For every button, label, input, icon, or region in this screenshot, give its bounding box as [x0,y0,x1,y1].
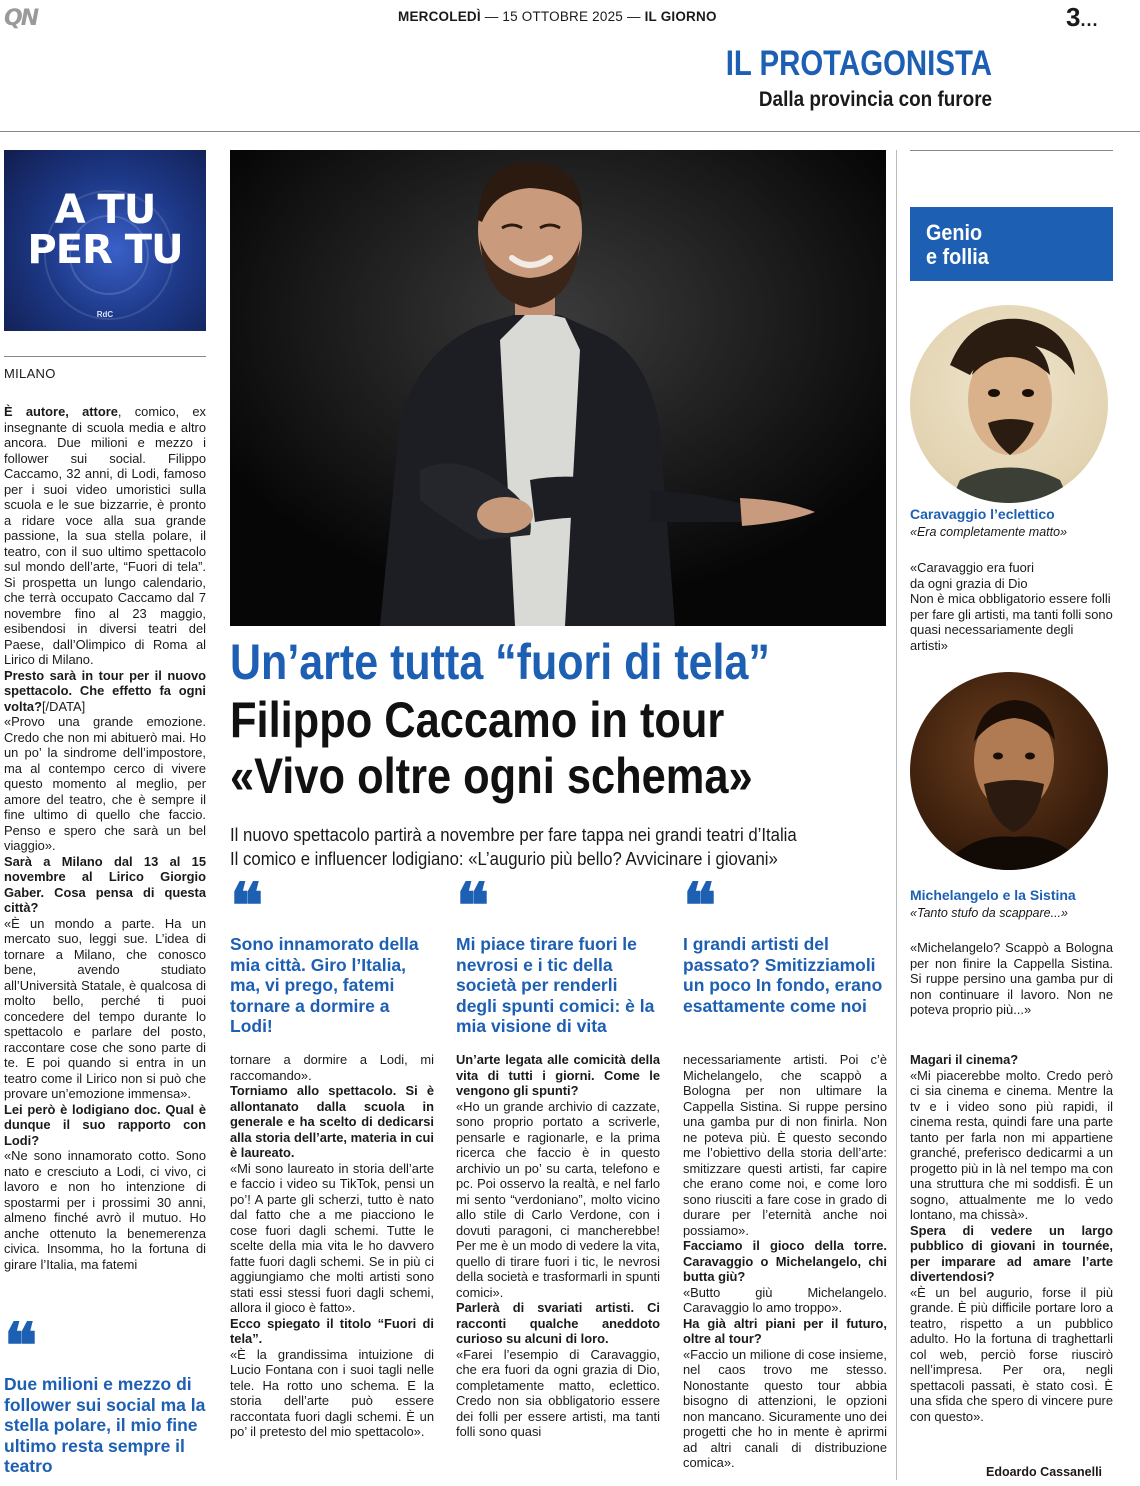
page-number-digit: 3 [1066,2,1081,32]
michelangelo-caption-subtitle: «Tanto stufo da scappare...» [910,906,1068,920]
podcast-graphic [4,150,206,331]
pull-quote-1 [230,869,434,1037]
michelangelo-caption-title: Michelangelo e la Sistina [910,887,1076,903]
answer-7-continued: necessariamente artisti. Poi c’è Michelangelo, che scappò a Bologna per non ultimare la Cappella Sistina. Si ruppe persino una gamba pur di non finirla. Non ne poteva più. È questo secondo me l’obiettivo della storia dell’arte: smitizzare questi artisti, far capire che erano come noi, e come loro sono riusciti a fare cose in grado di durare per l’eternità anche noi possiamo». [683,1052,887,1238]
caravaggio-line-2: da ogni grazia di Dio [910,575,1028,591]
date-sep-1: — [484,9,499,24]
photo-filippo-caccamo [230,150,886,626]
question-11: Spera di vedere un largo pubblico di giovani in tournée, per imparare ad amare l’arte divertendosi? [910,1222,1113,1284]
sidebar-box-title [926,221,989,269]
question-9: Ha già altri piani per il futuro, oltre al tour? [683,1315,887,1346]
sidebar-top-rule [910,150,1113,151]
quote-mark-icon: ❝ [230,869,258,942]
question-1-tag: [/DATA] [41,698,86,714]
pull-quote-3-text: I grandi artisti del passato? Smitizziamoli un poco In fondo, erano esattamente come noi [683,934,883,1016]
caravaggio-caption-title: Caravaggio l’eclettico [910,506,1055,522]
lead-rest: , comico, ex insegnante di scuola media e altro ancora. Due milioni e mezzo i follower sui social. Filippo Caccamo, 32 anni, di Lodi, famoso per i suoi video umoristici sulla scuola e le sue bizzarrie, è pronto a ridare voce alla sua grande passione, la sua stella polare, il teatro, con il suo ultimo spettacolo sul mondo dell’arte, “Fuori di tela”. Si prospetta un lungo calendario, che terrà occupato Caccamo dal 7 novembre fino al 23 maggio, esibendosi in diversi teatri del Paese, dall’Olimpico di Roma al Lirico di Milano. [4,404,206,667]
byline: Edoardo Cassanelli [986,1465,1103,1479]
answer-4: «Mi sono laureato in storia dell’arte e faccio i video su TikTok, pensi un po’! A parte gli scherzi, tutto è nato dal fatto che a me piacciono le cose fuori dagli schemi. Tutte le scelte della mia vita le ho davvero fatte fuori dagli schemi. Se in più ci aggiungiamo che molti artisti sono stati essi stessi fuori dagli schemi, allora il gioco è fatto». [230,1160,434,1315]
quote-mark-icon: ❝ [4,1309,32,1382]
answer-6: «Ho un grande archivio di cazzate, sono proprio portato a scriverle, pensarle e ragionarle, e la prima ricerca che faccio è in questo archivio un po’ su carta, telefono e pc. Poi osservo la realtà, e nel farlo mi sento “verdoniano”, molto vicino allo stile di Carlo Verdone, con i dovuti paragoni, ci mancherebbe! Per me è un modo di vedere la vita, quello di tirare fuori i tic, le nevrosi della società e trasformarli in spunti comici». [456,1098,660,1300]
podcast-mark: RdC [96,310,114,319]
date-day: MERCOLEDÌ [398,9,481,24]
date-sep-2: — [626,9,641,24]
question-5: Ecco spiegato il titolo “Fuori di tela”. [230,1315,434,1346]
portrait-caravaggio [910,305,1108,503]
lead-paragraph [4,404,206,668]
answer-11: «È un bel augurio, forse il più grande. È più difficile portare loro a teatro, rispetto a un pubblico adulto. Ho la fortuna di traghettarli col web, perciò forse riuscirò nell’impresa. Per ora, negli spettacoli passati, è stato così. È una sfida che spero di vincere pure con questo». [910,1284,1113,1424]
question-4: Torniamo allo spettacolo. Si è allontanato dalla scuola in generale e ha scelto di dedicarsi alla storia dell’arte, materia in cui è laureato. [230,1083,434,1160]
sidebar-divider [896,150,897,1480]
lead-bold: È autore, attore [4,404,118,419]
michelangelo-sketch [910,672,1108,870]
question-3: Lei però è lodigiano doc. Qual è dunque il suo rapporto con Lodi? [4,1101,206,1148]
section-subtitle: Dalla provincia con furore [758,88,992,111]
podcast-title-line2: PER TU [27,227,183,273]
pull-quote-left [4,1309,208,1477]
article-column-3 [456,1052,660,1482]
answer-9: «Faccio un milione di cose insieme, nel caos trovo me stesso. Nonostante questo tour abbia bisogno di attenzioni, le opzioni non mancano. Sicuramente uno dei progetti che ho in mente è aprirmi ad altri canali di distribuzione comica». [683,1346,887,1470]
dateline-city: MILANO [4,366,56,381]
answer-1: «Provo una grande emozione. Credo che non mi abituerò mai. Ho un po’ la sindrome dell’impostore, ma al contempo cerco di vivere questo momento al meglio, per amore del teatro, che è sempre il fine ultimo di quello che faccio. Penso e spero che sarà un bel viaggio». [4,714,206,853]
question-8: Facciamo il gioco della torre. Caravaggio o Michelangelo, chi butta giù? [683,1238,887,1284]
deck-line-2: Il comico e influencer lodigiano: «L’augurio più bello? Avvicinare i giovani» [230,849,778,869]
section-kicker: IL PROTAGONISTA [725,44,992,83]
answer-10: «Mi piacerebbe molto. Credo però ci sia cinema e cinema. Mentre la tv e i video sono più rapidi, il cinema resta, quindi fare una parte tanto per farla non mi appartiene granché, preferisco dedicarmi a un progetto più in là nel tempo ma con una struttura che mi soddisfi. È un sogno, attualmente me lo vedo lontano, ma chissà». [910,1067,1113,1222]
headline-line-2: Filippo Caccamo in tour [230,692,725,748]
question-6: Un’arte legata alle comicità della vita di tutti i giorni. Come le vengono gli spunti? [456,1052,660,1098]
caravaggio-line-1: «Caravaggio era fuori [910,560,1034,575]
quote-mark-icon: ❝ [683,869,711,942]
caravaggio-line-3: Non è mica obbligatorio essere folli per fare gli artisti, ma tanti folli sono quasi necessariamente degli artisti» [910,591,1113,653]
article-column-1 [4,404,206,1314]
sidebar-box-line-2: e follia [926,244,989,269]
headline-blue: Un’arte tutta “fuori di tela” [230,634,770,690]
deck-line-1: Il nuovo spettacolo partirà a novembre per fare tappa nei grandi teatri d’Italia [230,825,797,845]
answer-3: «Ne sono innamorato cotto. Sono nato e cresciuto a Lodi, ci vivo, ci lavoro e non ho intenzione di spostarmi per i prossimi 30 anni, almeno finché avrò il mutuo. Ho anche ottenuto la benemerenza civica. Insomma, ho la fortuna di girare l’Italia, ma fatemi [4,1148,206,1272]
article-column-4 [683,1052,887,1482]
article-column-2 [230,1052,434,1482]
question-2: Sarà a Milano dal 13 al 15 novembre al Lirico Giorgio Gaber. Cosa pensa di questa città? [4,853,206,915]
answer-8: «Butto giù Michelangelo. Caravaggio lo amo troppo». [683,1284,887,1315]
sidebar-box-line-1: Genio [926,220,983,245]
sidebar-box [910,207,1113,281]
header-rule [0,131,1140,132]
podcast-title-line1: A TU [54,187,156,233]
question-1 [4,668,206,715]
deck [230,823,797,871]
caravaggio-caption-subtitle: «Era completamente matto» [910,525,1068,539]
page-dots: ... [1080,10,1099,30]
question-10: Magari il cinema? [910,1052,1019,1067]
page-number [1066,2,1098,33]
pull-quote-3 [683,869,887,1016]
podcast-title [14,187,196,273]
dateline [398,9,717,24]
qn-logo: QN [4,6,38,31]
pull-quote-2-text: Mi piace tirare fuori le nevrosi e i tic della società per renderli degli spunti comici: è la mia visione di vita [456,934,655,1036]
quote-mark-icon: ❝ [456,869,484,942]
answer-7: «Farei l’esempio di Caravaggio, che era fuori da ogni grazia di Dio, completamente matto, eclettico. Credo non sia obbligatorio essere dei folli per essere artisti, ma tanti folli sono quasi [456,1346,660,1439]
portrait-michelangelo [910,672,1108,870]
pull-quote-1-text: Sono innamorato della mia città. Giro l’Italia, ma, vi prego, fatemi tornare a dormire a Lodi! [230,934,419,1036]
date-text: 15 OTTOBRE 2025 [502,9,623,24]
answer-5: «È la grandissima intuizione di Lucio Fontana con i suoi tagli nelle tele. Ha rotto uno schema. E la storia dell’arte può essere raccontata fuori dagli schemi. È un po’ il pretesto del mio spettacolo». [230,1346,434,1439]
pull-quote-2 [456,869,660,1037]
question-1-text: Presto sarà in tour per il nuovo spettacolo. Che effetto fa ogni volta? [4,667,206,714]
masthead [0,0,1140,36]
left-rule [4,356,206,357]
article-column-5 [910,1052,1113,1464]
answer-2: «È un mondo a parte. Ha un mercato suo, leggi sue. L’idea di tornare a Milano, che conosco bene, avendo studiato all’Università Statale, è qualcosa di molto bello, perché ti puoi concedere del tempo durante lo spettacolo e parlare del posto, raccontare cose che sono parte di te. E poi quando si entra in un teatro come il Lirico non si può che provare un’emozione immensa». [4,915,206,1101]
answer-3-continued: tornare a dormire a Lodi, mi raccomando». [230,1052,434,1083]
question-7: Parlerà di svariati artisti. Ci racconti qualche aneddoto curioso su alcuni di loro. [456,1300,660,1346]
headline-line-3: «Vivo oltre ogni schema» [230,748,753,804]
paper-name: IL GIORNO [644,9,717,24]
performer-illustration [230,150,886,626]
michelangelo-text: «Michelangelo? Scappò a Bologna per non finire la Cappella Sistina. Si ruppe persino una gamba pur di non continuare il lavoro. Non ne poteva proprio più...» [910,940,1113,1017]
caravaggio-sketch [910,305,1108,503]
pull-quote-left-text: Due milioni e mezzo di follower sui social ma la stella polare, il mio fine ultimo resta sempre il teatro [4,1374,206,1476]
caravaggio-text [910,560,1113,653]
